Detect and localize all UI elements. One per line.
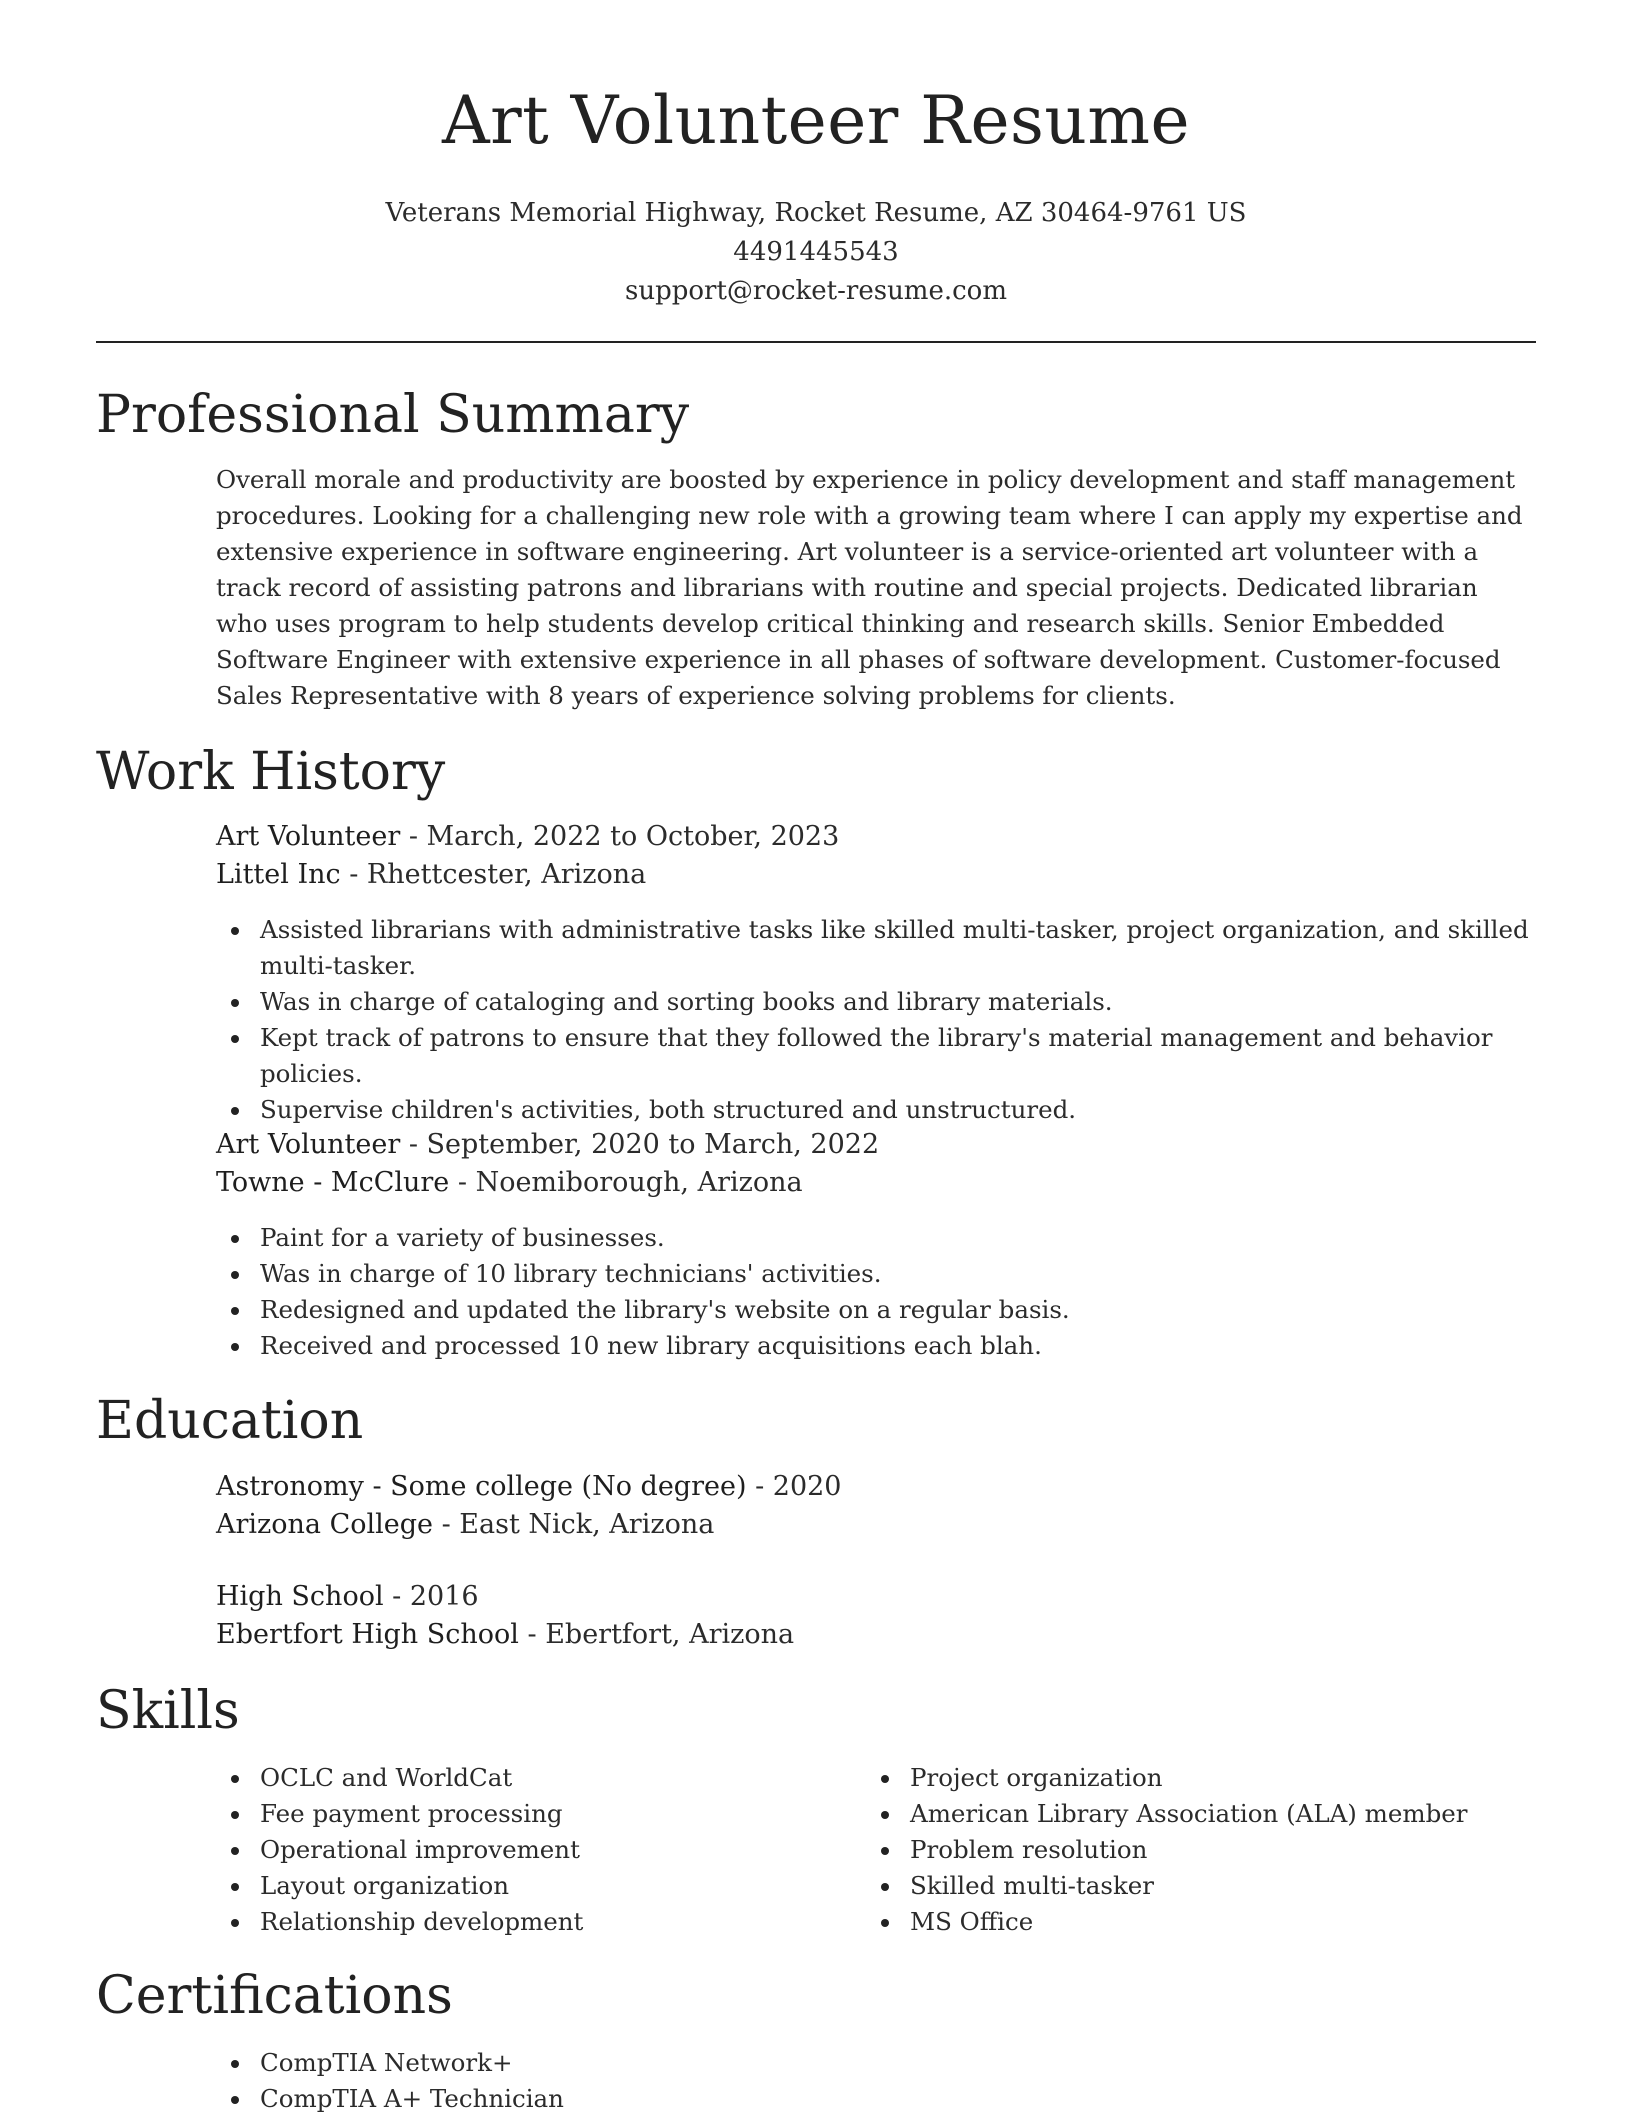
section-title-skills: Skills	[96, 1681, 240, 1741]
list-item: Assisted librarians with administrative tasks like skilled multi-tasker, project organization, and skilled multi-tasker.	[216, 912, 1536, 984]
education-school	[216, 1616, 1536, 1654]
job-employer	[216, 1164, 1536, 1202]
contact-phone: 4491445543	[733, 237, 899, 267]
education-school	[216, 1506, 1536, 1544]
skill-item: Operational improvement	[216, 1832, 836, 1868]
contact-email: support@rocket-resume.com	[624, 276, 1007, 306]
skill-item: MS Office	[866, 1904, 1486, 1940]
section-title-summary: Professional Summary	[96, 385, 690, 445]
degree-year: - 2020	[746, 1471, 842, 1502]
list-item: Was in charge of 10 library technicians' activities.	[216, 1256, 1536, 1292]
degree-name: High School	[216, 1581, 384, 1612]
list-item: Supervise children's activities, both structured and unstructured.	[216, 1092, 1536, 1128]
job-location: - Noemiborough, Arizona	[449, 1167, 803, 1198]
job-company: Littel Inc	[216, 859, 341, 890]
certification-item: CompTIA Network+	[216, 2045, 1536, 2081]
school-location: - East Nick, Arizona	[433, 1509, 715, 1540]
school-location: - Ebertfort, Arizona	[518, 1619, 795, 1650]
job-heading	[216, 1126, 1536, 1164]
summary-text: Overall morale and productivity are boosted by experience in policy development and staff management procedures. Looking for a challenging new role with a growing team where I can apply my expertise and extensive experience in software engineering. Art volunteer is a service-oriented art volunteer with a track record of assisting patrons and librarians with routine and special projects. Dedicated librarian who uses program to help students develop critical thinking and research skills. Senior Embedded Software Engineer with extensive experience in all phases of software development. Customer-focused Sales Representative with 8 years of experience solving problems for clients.	[216, 465, 1523, 710]
school-name: Ebertfort High School	[216, 1619, 519, 1650]
skill-item: American Library Association (ALA) member	[866, 1796, 1486, 1832]
section-title-certifications: Certifications	[96, 1966, 453, 2026]
job-duties-list	[216, 1220, 1536, 1364]
skills-list-right	[866, 1760, 1486, 1940]
job-entry	[216, 818, 1536, 894]
job-dates: - September, 2020 to March, 2022	[400, 1129, 880, 1160]
job-role: Art Volunteer	[216, 1129, 401, 1160]
job-duties-list	[216, 912, 1536, 1128]
education-degree	[216, 1468, 1536, 1506]
skill-item: OCLC and WorldCat	[216, 1760, 836, 1796]
job-location: - Rhettcester, Arizona	[340, 859, 647, 890]
job-company: Towne - McClure	[216, 1167, 450, 1198]
skills-list-left	[216, 1760, 836, 1940]
skill-item: Relationship development	[216, 1904, 836, 1940]
list-item: Paint for a variety of businesses.	[216, 1220, 1536, 1256]
contact-address: Veterans Memorial Highway, Rocket Resume, AZ 30464-9761 US	[385, 198, 1247, 228]
education-entry	[216, 1578, 1536, 1654]
skill-item: Project organization	[866, 1760, 1486, 1796]
certification-item: CompTIA A+ Technician	[216, 2081, 1536, 2112]
header-divider	[96, 341, 1536, 343]
skill-item: Layout organization	[216, 1868, 836, 1904]
job-entry	[216, 1126, 1536, 1202]
section-title-work-history: Work History	[96, 742, 446, 802]
degree-name: Astronomy - Some college (No degree)	[216, 1471, 747, 1502]
list-item: Received and processed 10 new library acquisitions each blah.	[216, 1328, 1536, 1364]
school-name: Arizona College	[216, 1509, 434, 1540]
contact-info	[96, 194, 1536, 311]
education-degree	[216, 1578, 1536, 1616]
job-role: Art Volunteer	[216, 821, 401, 852]
skill-item: Skilled multi-tasker	[866, 1868, 1486, 1904]
certifications-list	[216, 2045, 1536, 2112]
job-employer	[216, 856, 1536, 894]
job-heading	[216, 818, 1536, 856]
resume-title: Art Volunteer Resume	[441, 82, 1191, 159]
list-item: Kept track of patrons to ensure that they followed the library's material management and behavior policies.	[216, 1020, 1536, 1092]
job-dates: - March, 2022 to October, 2023	[400, 821, 840, 852]
list-item: Was in charge of cataloging and sorting books and library materials.	[216, 984, 1536, 1020]
degree-year: - 2016	[383, 1581, 479, 1612]
skill-item: Fee payment processing	[216, 1796, 836, 1832]
section-title-education: Education	[96, 1391, 364, 1451]
list-item: Redesigned and updated the library's website on a regular basis.	[216, 1292, 1536, 1328]
skill-item: Problem resolution	[866, 1832, 1486, 1868]
education-entry	[216, 1468, 1536, 1544]
